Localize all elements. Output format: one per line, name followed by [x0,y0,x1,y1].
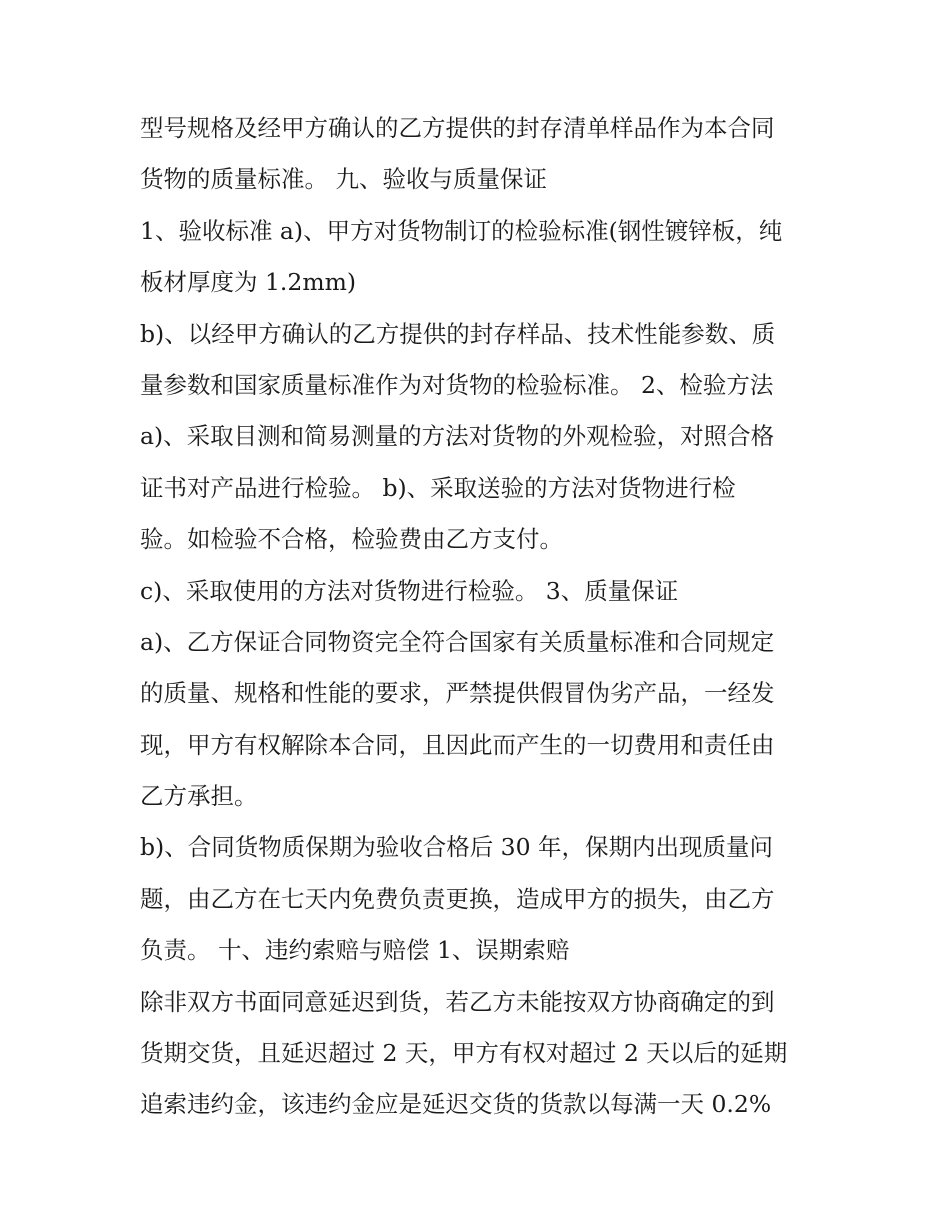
text-line: 证书对产品进行检验。 b)、采取送验的方法对货物进行检 [140,473,736,502]
text-line: b)、以经甲方确认的乙方提供的封存样品、技术性能参数、质 [140,319,776,348]
text-line: 除非双方书面同意延迟到货，若乙方未能按双方协商确定的到 [140,987,775,1016]
text-line: 验。如检验不合格，检验费由乙方支付。 [140,525,563,554]
text-line: 乙方承担。 [140,782,258,811]
text-line: 题，由乙方在七天内免费负责更换，造成甲方的损失，由乙方 [140,884,775,913]
text-line: 现，甲方有权解除本合同，且因此而产生的一切费用和责任由 [140,730,775,759]
text-line: a)、采取目测和简易测量的方法对货物的外观检验，对照合格 [140,422,775,451]
text-line: b)、合同货物质保期为验收合格后 30 年，保期内出现质量问 [140,833,774,862]
text-line: 负责。 十、违约索赔与赔偿 1、误期索赔 [140,936,570,965]
text-line: a)、乙方保证合同物资完全符合国家有关质量标准和合同规定 [140,627,775,656]
text-line: 1、验收标准 a)、甲方对货物制订的检验标准(钢性镀锌板，纯 [140,216,783,245]
document-body [140,103,830,1131]
text-line: c)、采取使用的方法对货物进行检验。 3、质量保证 [140,576,679,605]
text-line: 的质量、规格和性能的要求，严禁提供假冒伪劣产品，一经发 [140,679,775,708]
text-line: 追索违约金，该违约金应是延迟交货的货款以每满一天 0.2% [140,1090,772,1119]
text-line: 货物的质量标准。 九、验收与质量保证 [140,165,547,194]
text-line: 货期交货，且延迟超过 2 天，甲方有权对超过 2 天以后的延期 [140,1039,788,1068]
text-line: 板材厚度为 1.2mm) [140,268,357,297]
text-line: 量参数和国家质量标准作为对货物的检验标准。 2、检验方法 [140,370,774,399]
text-line: 型号规格及经甲方确认的乙方提供的封存清单样品作为本合同 [140,114,775,142]
